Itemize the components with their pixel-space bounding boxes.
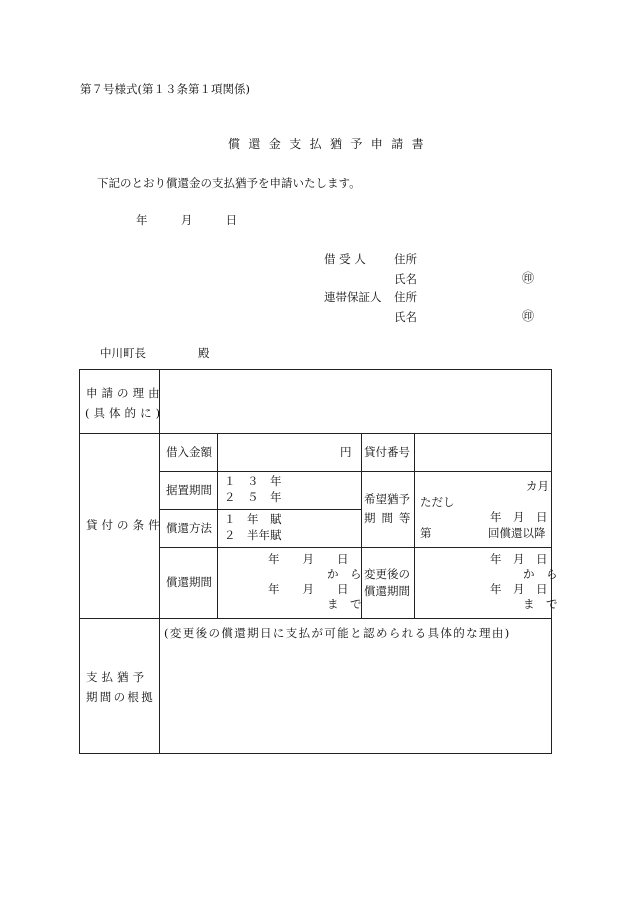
repay-method-label: 償還方法 — [166, 521, 212, 535]
borrower-name-label: 氏名 — [394, 272, 417, 286]
changed-period-label: 変更後の — [364, 567, 410, 581]
addressee — [100, 348, 210, 360]
repay-option-semiannual[interactable]: ２ 半年賦 — [224, 528, 282, 542]
months-unit: カ月 — [526, 479, 549, 493]
loan-amount-label: 借入金額 — [166, 445, 212, 459]
guarantor-label: 連帯保証人 — [324, 290, 382, 304]
repay-period-label: 償還期間 — [166, 575, 212, 589]
loan-number-field[interactable] — [415, 434, 552, 471]
addressee-honorific: 殿 — [198, 346, 210, 360]
reason-label-detail: (具体的に) — [85, 406, 165, 420]
date-year: 年 — [136, 213, 148, 227]
changed-period-from: か ら — [523, 567, 558, 581]
application-date — [136, 215, 237, 227]
repay-option-annual[interactable]: １ 年 賦 — [224, 512, 282, 526]
application-form-table — [79, 369, 558, 754]
date-day: 日 — [225, 213, 238, 227]
repay-period-from: か ら — [327, 567, 362, 581]
grace-option-3-years[interactable]: １ ３ 年 — [224, 474, 282, 488]
yen-unit: 円 — [340, 445, 352, 459]
basis-label-2: 期間の根拠 — [86, 690, 155, 704]
borrower-address-label: 住所 — [394, 252, 417, 266]
reason-field[interactable] — [160, 370, 552, 433]
installment-from-text: 回償還以降 — [488, 526, 546, 540]
addressee-name: 中川町長 — [100, 346, 146, 360]
date-month: 月 — [180, 213, 193, 227]
however-text: ただし — [420, 495, 455, 509]
borrower-seal-mark: ㊞ — [522, 271, 535, 285]
changed-period-end-ymd: 年 月 日 — [490, 582, 548, 596]
reason-label: 申請の理由 — [86, 386, 164, 400]
guarantor-address-label: 住所 — [394, 290, 417, 304]
changed-period-label-2: 償還期間 — [364, 584, 410, 598]
loan-conditions-label: 貸付の条件 — [86, 518, 164, 532]
intro-text: 下記のとおり償還金の支払猶予を申請いたします。 — [97, 176, 361, 190]
document-title: 償還金支払猶予申請書 — [228, 137, 433, 151]
desired-deferral-label: 希望猶予 — [364, 492, 410, 506]
borrower-label: 借 受 人 — [324, 252, 366, 266]
basis-field[interactable] — [160, 645, 552, 754]
repay-period-end-ymd: 年 月 日 — [268, 582, 349, 596]
installment-prefix: 第 — [420, 526, 432, 540]
grace-period-label: 据置期間 — [166, 483, 212, 497]
basis-instruction: (変更後の償還期日に支払が可能と認められる具体的な理由) — [164, 626, 511, 640]
guarantor-name-label: 氏名 — [394, 310, 417, 324]
repay-period-start-ymd: 年 月 日 — [268, 552, 349, 566]
basis-label: 支払猶予 — [86, 670, 149, 684]
changed-period-until: ま で — [523, 597, 558, 611]
form-number: 第７号様式(第１３条第１項関係) — [80, 82, 250, 96]
grace-option-5-years[interactable]: ２ ５ 年 — [224, 490, 282, 504]
repay-period-until: ま で — [327, 597, 362, 611]
desired-deferral-label-2: 期 間 等 — [364, 511, 412, 525]
deferral-date-ymd: 年 月 日 — [490, 510, 548, 524]
changed-period-start-ymd: 年 月 日 — [490, 552, 548, 566]
guarantor-seal-mark: ㊞ — [522, 309, 535, 323]
loan-number-label: 貸付番号 — [364, 445, 410, 459]
